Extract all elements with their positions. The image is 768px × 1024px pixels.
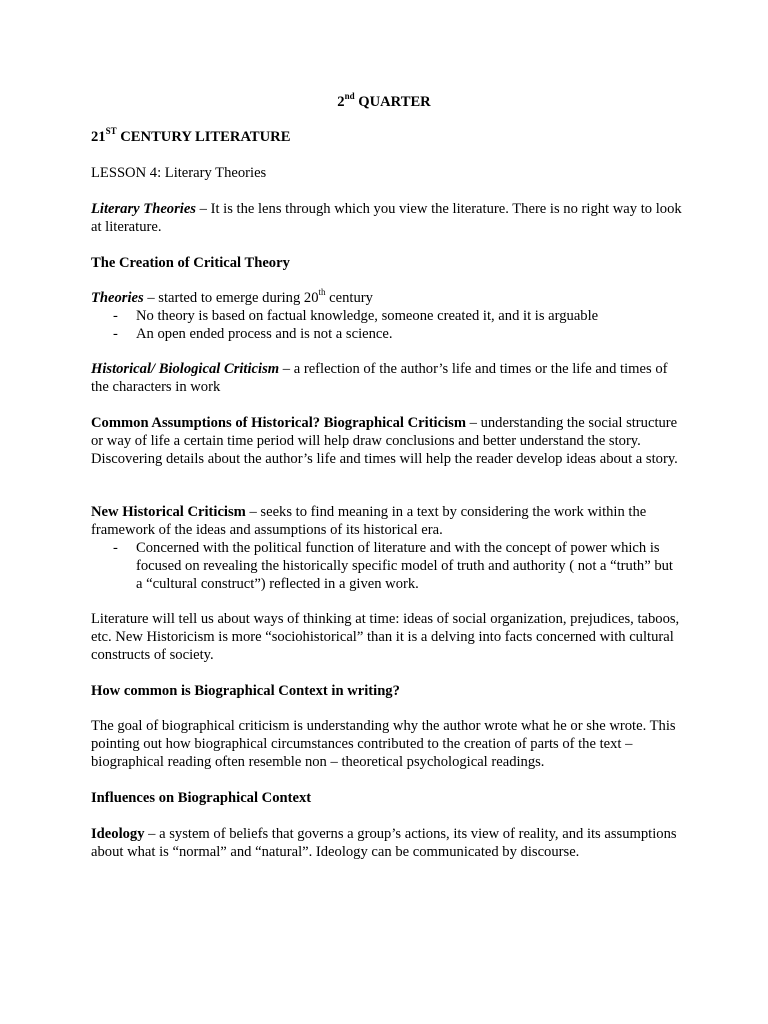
historical-biological-term: Historical/ Biological Criticism	[91, 361, 280, 377]
list-item: - Concerned with the political function of literature and with the concept of power which is focused on revealing the historically specific model of truth and authority ( not a “truth” but a “cultural construct”) reflected in a given work.	[91, 539, 683, 593]
historical-biological-paragraph	[91, 360, 683, 396]
theories-text-after: century	[325, 290, 373, 306]
quarter-number: 2	[337, 94, 345, 110]
theories-term: Theories	[91, 290, 144, 306]
list-item: - No theory is based on factual knowledge, someone created it, and it is arguable	[91, 307, 683, 325]
quarter-suffix: nd	[344, 91, 355, 102]
ideology-term: Ideology	[91, 826, 145, 842]
literary-theories-paragraph	[91, 200, 683, 236]
biographical-context-heading: How common is Biographical Context in writing?	[91, 683, 400, 699]
common-assumptions-definition: – understanding the social structure or way of life a certain time period will help draw conclusions and better understand the story. Discovering details about the author’s life and times will help the reader develop ideas about a story.	[91, 415, 678, 467]
new-historical-section	[91, 503, 683, 593]
literary-theories-term: Literary Theories	[91, 201, 196, 217]
subject-suffix: ST	[105, 126, 117, 137]
theories-suffix: th	[318, 287, 326, 298]
influences-heading: Influences on Biographical Context	[91, 790, 312, 806]
subject-label: CENTURY LITERATURE	[120, 129, 291, 145]
subject-number: 21	[91, 129, 106, 145]
theories-text-before: – started to emerge during 20	[143, 290, 319, 306]
literature-paragraph: Literature will tell us about ways of thinking at time: ideas of social organization, prejudices, taboos, etc. New Historicism is more “sociohistorical” than it is a delving into facts concerned with cultural constructs of society.	[91, 611, 680, 663]
theories-section	[91, 289, 683, 343]
literary-theories-definition: – It is the lens through which you view the literature. There is no right way to look at literature.	[91, 201, 682, 235]
theories-paragraph	[91, 289, 683, 307]
list-item: - An open ended process and is not a science.	[91, 325, 683, 343]
new-historical-bullet-list	[91, 539, 683, 593]
lesson-heading: LESSON 4: Literary Theories	[91, 165, 267, 181]
subject-heading	[91, 128, 683, 146]
new-historical-paragraph	[91, 503, 683, 539]
creation-heading: The Creation of Critical Theory	[91, 255, 290, 271]
goal-paragraph: The goal of biographical criticism is understanding why the author wrote what he or she wrote. This pointing out how biographical circumstances contributed to the creation of parts of the text – biographical reading often resemble non – theoretical psychological readings.	[91, 718, 676, 770]
new-historical-term: New Historical Criticism	[91, 504, 246, 520]
new-historical-definition: – seeks to find meaning in a text by considering the work within the framework of the ideas and assumptions of its historical era.	[91, 504, 647, 538]
theories-bullet-list	[91, 307, 683, 343]
historical-biological-definition: – a reflection of the author’s life and times or the life and times of the characters in work	[91, 361, 668, 395]
ideology-definition: – a system of beliefs that governs a group’s actions, its view of reality, and its assumptions about what is “normal” and “natural”. Ideology can be communicated by discourse.	[91, 826, 677, 860]
ideology-paragraph	[91, 825, 683, 861]
common-assumptions-paragraph	[91, 414, 683, 468]
common-assumptions-term: Common Assumptions of Historical? Biographical Criticism	[91, 415, 466, 431]
quarter-title	[0, 93, 768, 111]
quarter-label: QUARTER	[358, 94, 431, 110]
